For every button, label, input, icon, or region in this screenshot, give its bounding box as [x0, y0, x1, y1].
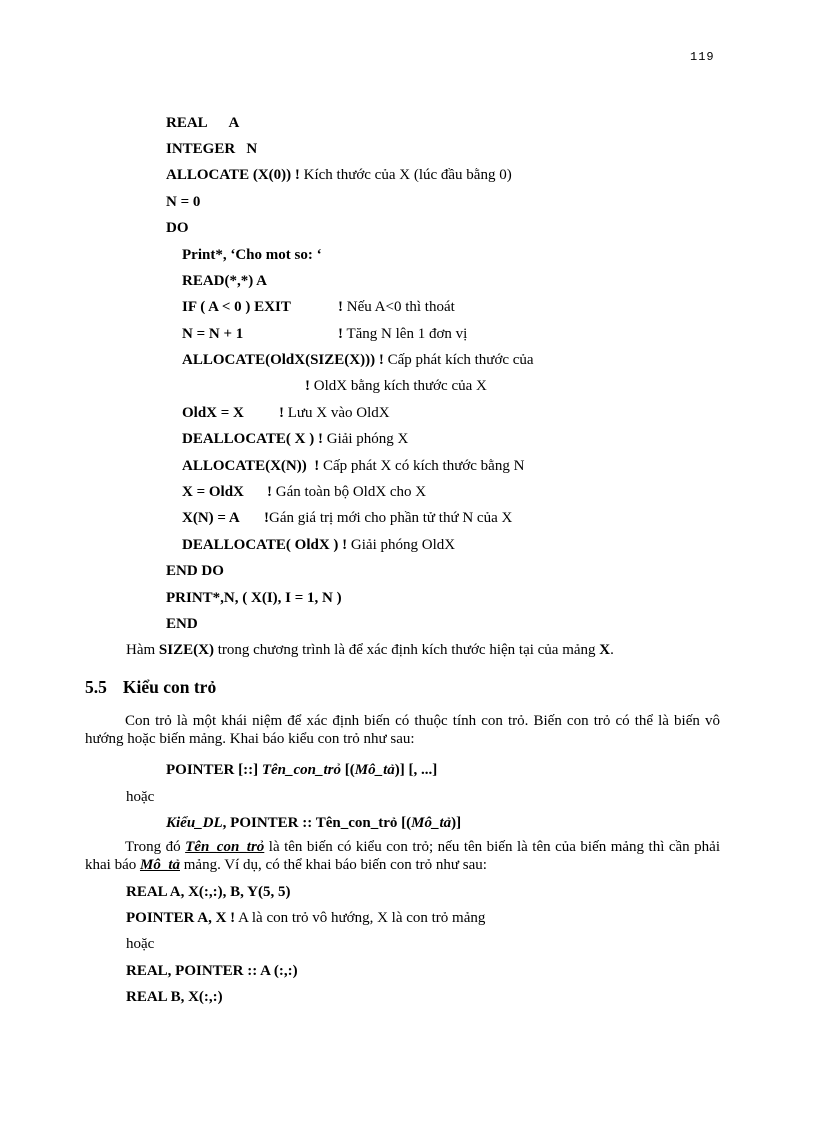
code-line: DEALLOCATE( OldX ) ! Giải phóng OldX: [182, 537, 456, 553]
or-text: hoặc: [126, 936, 155, 952]
code-line: DEALLOCATE( X ) ! Giải phóng X: [182, 431, 409, 447]
or-text: hoặc: [126, 789, 155, 805]
code-line: END DO: [166, 563, 224, 579]
syntax-line-2: Kiểu_DL, POINTER :: Tên_con_trỏ [(Mô_tả)]: [166, 815, 462, 831]
example-line: REAL B, X(:,:): [126, 989, 223, 1005]
code-comment: ! Nếu A<0 thì thoát: [338, 299, 455, 315]
code-comment: ! Tăng N lên 1 đơn vị: [338, 326, 468, 342]
code-comment: ! Gán toàn bộ OldX cho X: [267, 484, 427, 500]
page-number: 119: [690, 50, 715, 64]
code-line: PRINT*,N, ( X(I), I = 1, N ): [166, 590, 342, 606]
code-line: ALLOCATE(OldX(SIZE(X))) ! Cấp phát kích thước của: [182, 352, 534, 368]
code-line: READ(*,*) A: [182, 273, 267, 289]
code-line: N = N + 1: [182, 326, 244, 342]
code-line: INTEGER N: [166, 141, 258, 157]
code-line: ALLOCATE(X(N)) ! Cấp phát X có kích thước bằng N: [182, 458, 525, 474]
section-heading: 5.5 Kiểu con trỏ: [85, 677, 217, 697]
code-line: IF ( A < 0 ) EXIT: [182, 299, 291, 315]
code-line: END: [166, 616, 198, 632]
code-line: Print*, ‘Cho mot so: ‘: [182, 247, 322, 263]
explanation-paragraph: Trong đó Tên_con_trỏ là tên biến có kiểu con trỏ; nếu tên biến là tên của biến mảng thì cần phải khai báo Mô_tả mảng. Ví dụ, có thể khai báo biến con trỏ như sau:: [85, 839, 720, 873]
code-line: X = OldX: [182, 484, 244, 500]
code-line: DO: [166, 220, 189, 236]
syntax-line-1: POINTER [::] Tên_con_trỏ [(Mô_tả)] [, ...]: [166, 762, 438, 778]
size-note: Hàm SIZE(X) trong chương trình là để xác định kích thước hiện tại của mảng X.: [126, 642, 614, 658]
code-line: REAL A: [166, 115, 240, 131]
code-line: ALLOCATE (X(0)) ! Kích thước của X (lúc đầu bằng 0): [166, 167, 512, 183]
code-line: ! OldX bằng kích thước của X: [305, 378, 487, 394]
example-line: REAL, POINTER :: A (:,:): [126, 963, 298, 979]
example-line: REAL A, X(:,:), B, Y(5, 5): [126, 884, 291, 900]
code-line: X(N) = A: [182, 510, 240, 526]
code-line: N = 0: [166, 194, 201, 210]
example-line: POINTER A, X ! A là con trỏ vô hướng, X là con trỏ mảng: [126, 910, 486, 926]
code-line: OldX = X: [182, 405, 244, 421]
intro-paragraph: Con trỏ là một khái niệm để xác định biến có thuộc tính con trỏ. Biến con trỏ có thể là biến vô hướng hoặc biến mảng. Khai báo kiểu con trỏ như sau:: [85, 713, 720, 747]
code-comment: ! Lưu X vào OldX: [279, 405, 390, 421]
code-comment: !Gán giá trị mới cho phần tử thứ N của X: [264, 510, 513, 526]
